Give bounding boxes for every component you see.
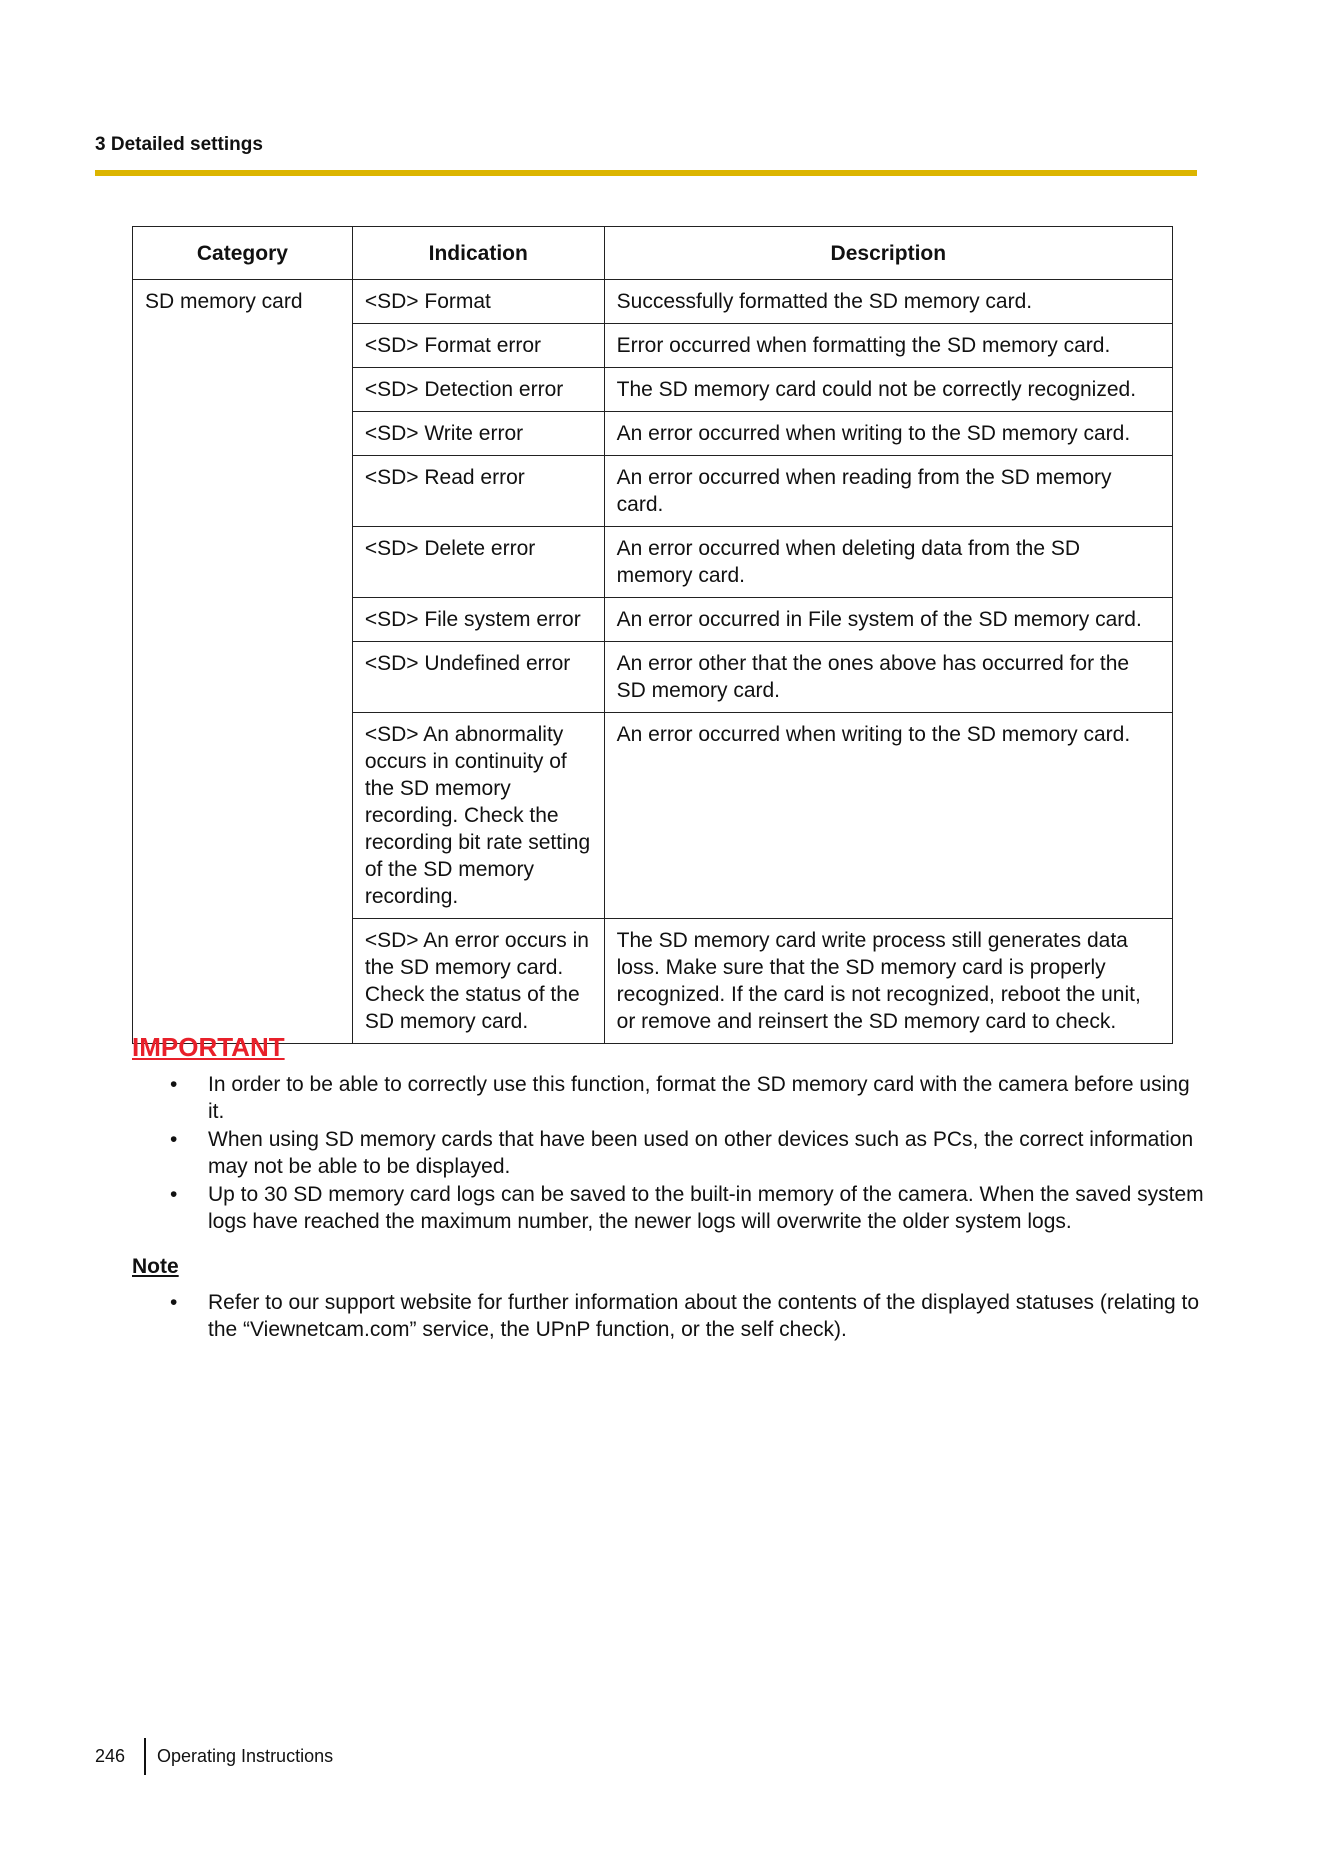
important-list bbox=[132, 1071, 1207, 1236]
indication-cell: <SD> Delete error bbox=[352, 527, 604, 598]
section-title-rule bbox=[95, 170, 1197, 176]
description-cell: The SD memory card write process still generates data loss. Make sure that the SD memory card is properly recognized. If the card is not recognized, reboot the unit, or remove and reinsert the SD memory card to check. bbox=[604, 919, 1172, 1044]
description-cell: An error other that the ones above has occurred for the SD memory card. bbox=[604, 642, 1172, 713]
column-header-description: Description bbox=[604, 227, 1172, 280]
list-item: • In order to be able to correctly use this function, format the SD memory card with the camera before using it. bbox=[132, 1071, 1207, 1125]
sd-status-table bbox=[132, 226, 1173, 1044]
note-heading: Note bbox=[132, 1255, 179, 1278]
description-cell: An error occurred when deleting data from the SD memory card. bbox=[604, 527, 1172, 598]
column-header-category: Category bbox=[133, 227, 353, 280]
description-cell: An error occurred when writing to the SD memory card. bbox=[604, 713, 1172, 919]
page-number: 246 bbox=[95, 1746, 126, 1766]
column-header-indication: Indication bbox=[352, 227, 604, 280]
footer-label: Operating Instructions bbox=[157, 1746, 334, 1766]
indication-cell: <SD> Undefined error bbox=[352, 642, 604, 713]
description-cell: Error occurred when formatting the SD memory card. bbox=[604, 324, 1172, 368]
indication-cell: <SD> Read error bbox=[352, 456, 604, 527]
description-cell: An error occurred in File system of the SD memory card. bbox=[604, 598, 1172, 642]
indication-cell: <SD> Format bbox=[352, 280, 604, 324]
category-cell: SD memory card bbox=[133, 280, 353, 1044]
indication-cell: <SD> File system error bbox=[352, 598, 604, 642]
indication-cell: <SD> An error occurs in the SD memory card. Check the status of the SD memory card. bbox=[352, 919, 604, 1044]
important-heading: IMPORTANT bbox=[132, 1032, 285, 1062]
description-cell: An error occurred when writing to the SD memory card. bbox=[604, 412, 1172, 456]
description-cell: An error occurred when reading from the SD memory card. bbox=[604, 456, 1172, 527]
indication-cell: <SD> Detection error bbox=[352, 368, 604, 412]
indication-cell: <SD> An abnormality occurs in continuity of the SD memory recording. Check the recording bit rate setting of the SD memory recording. bbox=[352, 713, 604, 919]
list-item: • When using SD memory cards that have been used on other devices such as PCs, the correct information may not be able to be displayed. bbox=[132, 1126, 1207, 1180]
table-row bbox=[133, 280, 1173, 324]
list-item: • Up to 30 SD memory card logs can be saved to the built-in memory of the camera. When the saved system logs have reached the maximum number, the newer logs will overwrite the older system logs. bbox=[132, 1181, 1207, 1235]
description-cell: Successfully formatted the SD memory card. bbox=[604, 280, 1172, 324]
indication-cell: <SD> Write error bbox=[352, 412, 604, 456]
indication-cell: <SD> Format error bbox=[352, 324, 604, 368]
list-item: • Refer to our support website for further information about the contents of the displayed statuses (relating to the “Viewnetcam.com” service, the UPnP function, or the self check). bbox=[132, 1289, 1207, 1343]
footer-divider bbox=[144, 1738, 146, 1775]
section-title: 3 Detailed settings bbox=[95, 134, 263, 155]
note-list bbox=[132, 1289, 1207, 1344]
table-header-row bbox=[133, 227, 1173, 280]
description-cell: The SD memory card could not be correctly recognized. bbox=[604, 368, 1172, 412]
